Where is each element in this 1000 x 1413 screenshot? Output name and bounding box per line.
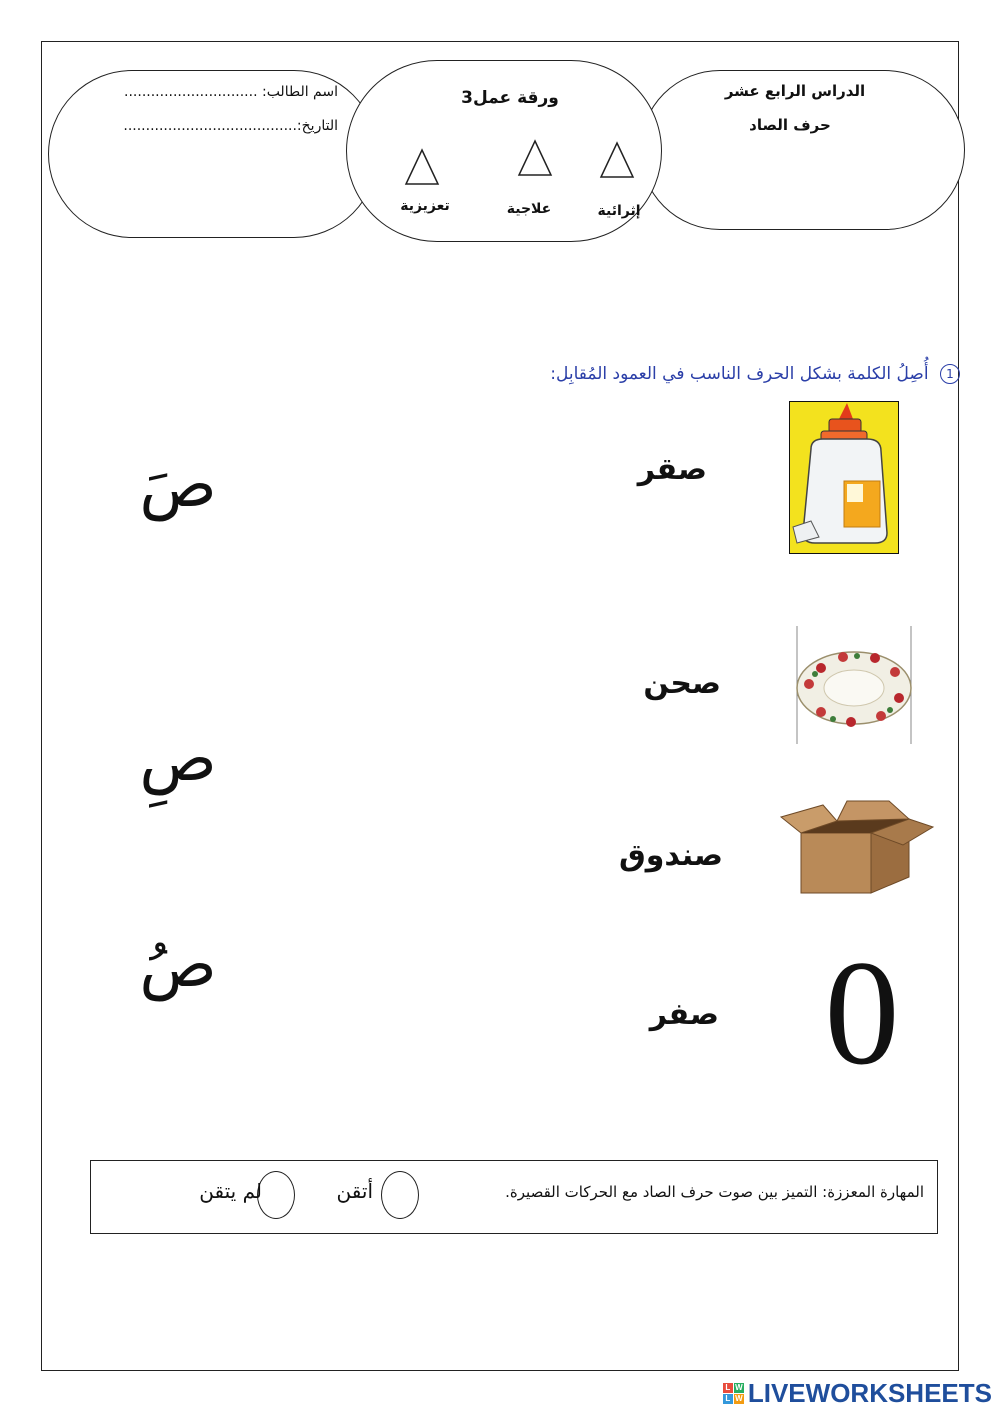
sheet-title: ورقة عمل3 [461, 88, 559, 108]
syllable-sad-fatha[interactable]: صَ [139, 448, 217, 522]
word-saqr[interactable]: صقر [637, 452, 707, 487]
lesson-title: الدراس الرابع عشر [724, 82, 866, 100]
letter-name: حرف الصاد [749, 116, 831, 134]
exercise-instruction [550, 364, 960, 384]
syllable-sad-damma[interactable]: صُ [139, 928, 217, 1002]
level-label-remedial: علاجية [506, 201, 552, 217]
syllable-sad-kasra[interactable]: صِ [139, 722, 217, 796]
student-name-field[interactable]: اسم الطالب: .............................. [124, 84, 338, 100]
word-sifr[interactable]: صفر [649, 997, 719, 1032]
zero-picture: 0 [824, 930, 900, 1096]
level-label-enrichment: إثرائية [597, 203, 641, 219]
plate-picture [795, 626, 913, 744]
skill-assessment-box [90, 1160, 938, 1234]
word-sunduq[interactable]: صندوق [618, 838, 723, 873]
reinforcement-triangle-icon[interactable] [403, 148, 441, 186]
level-label-reinforcement: تعزيزية [400, 198, 450, 214]
skill-text: المهارة المعززة: التميز بين صوت حرف الصاد مع الحركات القصيرة. [505, 1183, 924, 1201]
remedial-triangle-icon[interactable] [516, 139, 554, 177]
footer-brand-text: LIVEWORKSHEETS [747, 1377, 992, 1408]
enrichment-triangle-icon[interactable] [598, 141, 636, 179]
liveworksheets-logo-icon: L W L W [723, 1383, 744, 1404]
exercise-number: 1 [940, 364, 960, 384]
instruction-text: أُصِلُ الكلمة بشكل الحرف الناسب في العمود المُقابِل: [550, 364, 929, 384]
glue-bottle-picture [789, 401, 899, 554]
word-sahn[interactable]: صحن [643, 666, 721, 701]
footer-brand [723, 1378, 992, 1408]
not-mastered-checkbox[interactable] [257, 1171, 295, 1219]
mastered-checkbox[interactable] [381, 1171, 419, 1219]
date-field[interactable]: التاريخ:....................................... [123, 118, 338, 134]
mastered-label: أتقن [336, 1179, 373, 1203]
not-mastered-label: لم يتقن [199, 1179, 262, 1203]
box-picture [779, 799, 935, 895]
